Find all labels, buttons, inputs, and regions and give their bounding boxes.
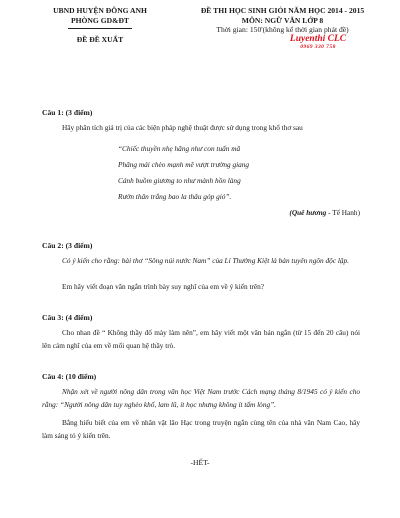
source-author: - Tế Hanh) (326, 208, 360, 217)
q1-prompt: Hãy phân tích giá trị của các biện pháp nghệ thuật được sử dụng trong khổ thơ sau (62, 123, 303, 132)
watermark-logo (268, 35, 368, 51)
header-rule (68, 28, 132, 29)
q1-source (289, 208, 360, 217)
poem-line: Phăng mái chèo mạnh mẽ vượt trường giang (118, 160, 250, 169)
q4-task: Bằng hiểu biết của em về nhân vật lão Hạc trong truyện ngắn cùng tên của nhà văn Nam Cao, hãy làm sáng tỏ ý kiến trên. (42, 418, 360, 440)
q3-title: Câu 3: (4 điểm) (42, 313, 93, 322)
poem-line: “Chiếc thuyền nhẹ hăng như con tuấn mã (118, 144, 241, 153)
q4-title: Câu 4: (10 điểm) (42, 372, 97, 381)
logo-phone: 0969 330 758 (300, 44, 336, 50)
proposal-label: ĐỀ ĐỀ XUẤT (76, 35, 124, 44)
source-title: (Quê hương (289, 208, 327, 217)
header-left (40, 6, 160, 45)
q2-title: Câu 2: (3 điểm) (42, 241, 93, 250)
header-right (170, 6, 395, 35)
department-name: PHÒNG GD&ĐT (70, 15, 129, 25)
q1-title: Câu 1: (3 điểm) (42, 108, 93, 117)
poem-line: Rướn thân trắng bao la thâu góp gió”. (118, 192, 232, 201)
q3-text: Cho nhan đề “ Không thầy đố mày làm nên”, em hãy viết một văn bản ngắn (từ 15 đến 20 câu) nói lên cảm nghĩ của em về mối quan hệ thầy trò. (42, 328, 360, 350)
q2-task: Em hãy viết đoạn văn ngắn trình bày suy nghĩ của em về ý kiến trên? (62, 282, 265, 291)
logo-name: Luyenthi CLC (289, 34, 347, 44)
poem-line: Cánh buồm giương to như mảnh hồn làng (118, 176, 241, 185)
q2-quote: Có ý kiến cho rằng: bài thơ “Sông núi nước Nam” của Lí Thường Kiệt là bản tuyên ngôn độc lập. (62, 256, 349, 265)
subject-title: MÔN: NGỮ VĂN LỚP 8 (241, 15, 324, 25)
end-marker: -HẾT- (190, 458, 210, 467)
district-name: UBND HUYỆN ĐÔNG ANH (53, 6, 147, 15)
time-limit: Thời gian: 150'(không kể thời gian phát đề) (216, 25, 349, 34)
q1-poem (118, 141, 249, 205)
exam-title: ĐỀ THI HỌC SINH GIỎI NĂM HỌC 2014 - 2015 (200, 6, 365, 15)
q4-quote: Nhận xét về người nông dân trong văn học Việt Nam trước Cách mạng tháng 8/1945 có ý kiến cho rằng: “Người nông dân tuy nghèo khổ, lam lũ, ít học nhưng không ít tấm lòng”. (42, 387, 360, 409)
